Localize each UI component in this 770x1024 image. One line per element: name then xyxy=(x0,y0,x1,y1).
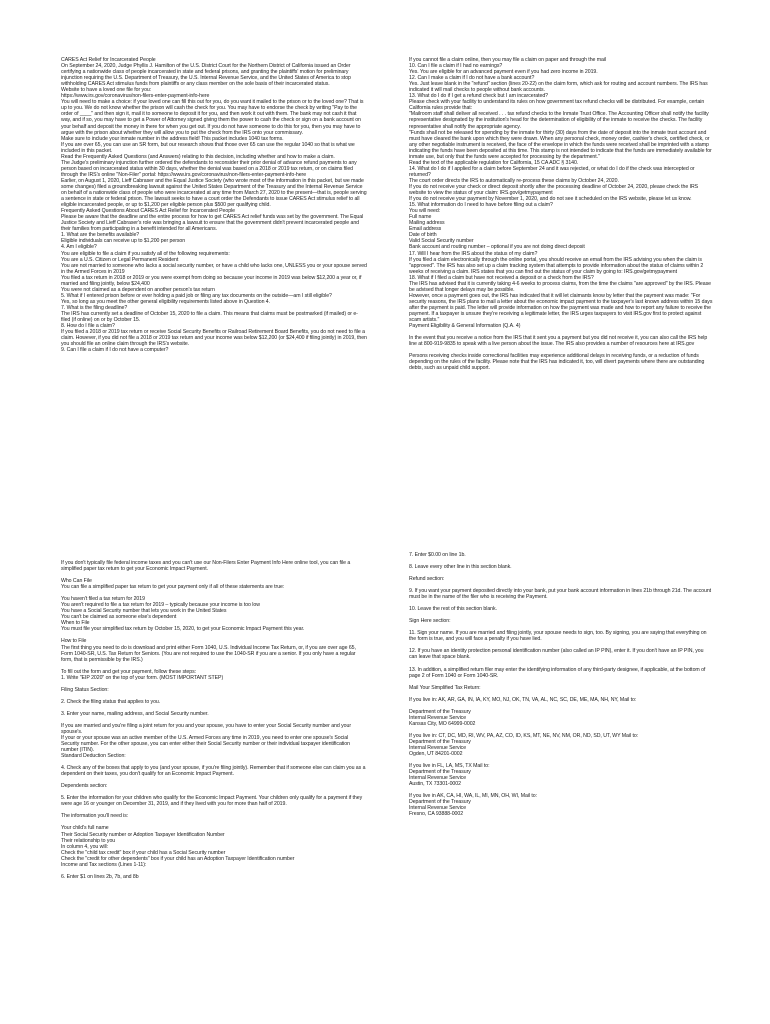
top-left-column xyxy=(61,57,367,369)
text-line: In the event that you receive a notice from the IRS that it sent you a payment but you did not receive it, you can also call the IRS help line at 800-919-9835 to speak with a live person about the issue. The IRS also provides a number of resources here at IRS.gov xyxy=(409,335,709,348)
text-line: 9. If you want your payment deposited directly into your bank, put your bank account information in lines 21b through 21d. The account must be in the name of the filer who is receiving the Payment. xyxy=(409,588,713,601)
text-line: Date of birth xyxy=(409,232,437,239)
text-line: 17. Will I hear from the IRS about the status of my claim? xyxy=(409,250,538,257)
text-line: You must file your simplified tax return by October 15, 2020, to get your Economic Impact Payment this year. xyxy=(61,626,305,633)
text-line: Standard Deduction Section: xyxy=(61,753,126,760)
text-line: Internal Revenue Service xyxy=(409,714,467,721)
text-line: The IRS has currently set a deadline of October 15, 2020 to file a claim. This means that claims must be postmarked (if mailed) or e-filed (if online) on or by October 15. xyxy=(61,310,358,324)
text-line: Eligible individuals can receive up to $1,200 per person xyxy=(61,238,186,245)
text-line: However, once a payment goes out, the IRS has indicated that it will let claimants know by letter that the payment was made: "For security reasons, the IRS plans to mail a letter about the economic impact payment to the taxpayer's last known address within 15 days after the payment is paid. The letter will provide information on how the payment was made and how to report any failure to receive the payment. If a taxpayer is unsure they're receiving a legitimate letter, the IRS urges taxpayers to visit IRS.gov first to protect against scam artists." xyxy=(409,292,714,324)
text-line: Internal Revenue Service xyxy=(409,744,467,751)
text-line: Check the "credit for other dependents" box if your child has an Adoption Taxpayer Identification number xyxy=(61,855,295,862)
top-right-column xyxy=(409,57,714,372)
text-line: You were not claimed as a dependent on another person's tax return xyxy=(61,286,215,293)
text-line: https://www.irs.gov/coronavirus/non-filers-enter-payment-info-here xyxy=(61,93,210,100)
text-line: Please check with your facility to understand its rules on how government tax refund checks will be distributed. For example, certain California rules provide that: xyxy=(409,99,706,112)
text-line: You are eligible to file a claim if you satisfy all of the following requirements: xyxy=(61,250,230,257)
text-line: Dependents section: xyxy=(61,783,108,790)
text-line: Yes. Just leave blank in the "refund" section (lines 20-22) on the claim form, which ask for routing and account numbers. The IRS has indicated it will mail checks to people without bank accounts. xyxy=(409,81,710,94)
text-line: 7. What is the filing deadline? xyxy=(61,304,128,311)
text-line: Department of the Treasury xyxy=(409,769,471,776)
text-line: Income and Tax sections (Lines 1-11): xyxy=(61,861,147,868)
text-line: Full name xyxy=(409,214,432,221)
text-line: Valid Social Security number xyxy=(409,238,474,245)
text-line: You will need to make a choice: if your loved one can fill this out for you, do you want it mailed to the prison or to the loved one? That is up to you. We do not know whether the prison will cash the check for you. You may have to endorse the check by writing "Pay to the order of ____" and then sign it, mail it to someone to deposit it for you, and then work it out with them. The bank may not cash it that way, and if so, you may have to get a Power of Attorney signed giving them the power to cash the check or sign on a bank account on your behalf and deposit the money in there for when you get out. If you do not have someone to do this for you, then you may have to argue with the prison about whether they will allow you to put the check from the IRS onto your commissary. xyxy=(61,99,365,136)
text-line: Email address xyxy=(409,226,442,233)
bottom-left-column xyxy=(61,560,367,950)
text-line: 13. In addition, a simplified return filer may enter the identifying information of any third-party designee, if applicable, at the bottom of page 2 of Form 1040 or Form 1040-SR. xyxy=(409,666,707,679)
text-line: Department of the Treasury xyxy=(409,738,471,745)
text-line: 2. Check the filing status that applies to you. xyxy=(61,698,161,705)
text-line: If you are over 65, you can use an SR form, but our research shows that those over 65 can use the regular 1040 so that is what we included in this packet. xyxy=(61,141,357,154)
text-line: Read the text of the applicable regulation for California, 15 CA ADC § 3140. xyxy=(409,159,579,166)
text-line: If you live in: CT, DC, MD, RI, WV, PA, AZ, CO, ID, KS, MT, NE, NV, NM, OR, ND, SD, UT, WY Mail to: xyxy=(409,732,639,739)
text-line: 3. Enter your name, mailing address, and Social Security number. xyxy=(61,710,209,717)
text-line: Your child's full name xyxy=(61,825,109,832)
text-line: 13. What do I do if I get a refund check but I am incarcerated? xyxy=(409,93,549,100)
text-line: Sign Here section: xyxy=(409,618,451,625)
text-line: You will need: xyxy=(409,208,441,215)
text-line: If you live in AK, CA, HI, WA, IL, MI, MN, OH, WI, Mail to: xyxy=(409,793,538,800)
text-line: If you do not receive your check or direct deposit shortly after the processing deadline of October 24, 2020, please check the IRS website to view the status of your claim: IRS.gov/getmypayment xyxy=(409,183,700,197)
text-line: Persons receiving checks inside correctional facilities may experience additional delays in receiving funds, or a reduction of funds depending on the rules of the facility. Please note that the IRS has indicated it, too, will divert payments where there are outstanding debts, such as unpaid child support. xyxy=(409,353,706,372)
text-line: "Funds shall not be released for spending by the inmate for thirty (30) days from the date of deposit into the inmate trust account and must have cleared the bank upon which they were drawn. When any personal check, money order, cashier's check, certified check, or any other negotiable instrument is received, the face of the envelope in which the funds were received shall be imprinted with a stamp indicating the funds have been deposited at this time. This stamp is not intended to indicate that the funds are immediately available for inmate use, but only that the funds were accepted for processing by the department." xyxy=(409,129,714,160)
text-line: 5. Enter the information for your children who qualify for the Economic Impact Payment. Your children only qualify for a payment if they were age 16 or younger on December 31, 2019, and if they lived with you for more than half of 2019. xyxy=(61,795,364,808)
text-line: Internal Revenue Service xyxy=(409,805,467,812)
text-line: On September 24, 2020, Judge Phyllis J. Hamilton of the U.S. District Court for the Northern District of California issued an Order certifying a nationwide class of people incarcerated in state and federal prisons, and granting the plaintiffs' motion for preliminary injunction requiring the U.S. Department of Treasury, the U.S. Internal Revenue Service, and the United States of America to stop withholding CARES Act stimulus funds from plaintiffs or any class member on the sole basis of their incarcerated status. xyxy=(61,63,353,88)
text-line: The information you'll need is: xyxy=(61,813,129,820)
text-line: If you live in FL, LA, MS, TX Mail to: xyxy=(409,763,490,770)
text-line: If you filed a claim electronically through the online portal, you should receive an email from the IRS advising you when the claim is "approved". The IRS has also set up a claim tracking system that attempts to provide information about the status of claims within 2 weeks of receiving a claim. IRS states that you can find out the status of your claim by going to: IRS.gov/getmypayment xyxy=(409,256,705,275)
text-line: You aren't required to file a tax return for 2019 – typically because your income is too low xyxy=(61,602,260,609)
text-line: You can file a simplified paper tax return to get your payment only if all of these statements are true: xyxy=(61,584,285,591)
text-line: Yes. You are eligible for an advanced payment even if you had zero income in 2019. xyxy=(409,69,598,76)
text-line: 1. What are the benefits available? xyxy=(61,232,140,239)
text-line: 10. Can I file a claim if I had no earnings? xyxy=(409,63,503,70)
text-line: If you are married and you're filing a joint return for you and your spouse, you have to enter your Social Security number and your spouse's. xyxy=(61,722,353,735)
text-line: 11. Sign your name. If you are married and filing jointly, your spouse needs to sign, too. By signing, you are saying that everything on the form is true, and you will face a penalty if you have lied. xyxy=(409,630,708,643)
text-line: CARES Act Relief for Incarcerated People xyxy=(61,57,156,63)
text-line: 5. What if I entered prison before or ever holding a paid job or filing any tax documents on the outside—am I still eligible? xyxy=(61,292,332,299)
text-line: The Judge's preliminary injunction further ordered the defendants to reconsider their prior denial of advance refund payments to any person based on incarcerated status within 30 days, whether the denial was based on a 2018 or 2019 tax return, or on claims filed through the IRS's online "Non-Filer" portal: https://www.irs.gov/coronavirus/non-filers-enter-payment-info-here xyxy=(61,159,359,178)
text-line: Fresno, CA 93888-0002 xyxy=(409,811,464,818)
text-line: If you filed a 2018 or 2019 tax return or receive Social Security Benefits or Railroad Retirement Board Benefits, you do not need to file a claim. However, if you did not file a 2018 or 2019 tax return and your income was below $12,200 (or $24,400 if filing jointly) in 2019, then you should file an online claim through the IRS's website. xyxy=(61,329,369,348)
text-line: Department of the Treasury xyxy=(409,708,471,715)
text-line: If you cannot file a claim online, then you may file a claim on paper and through the mail xyxy=(409,57,607,63)
text-line: 4. Check any of the boxes that apply to you (and your spouse, if you're filing jointly). Remember that if someone else can claim you as a dependent on their taxes, you don't qualify for an Economic Impact Payment. xyxy=(61,765,367,778)
text-line: You are not married to someone who lacks a social security number, or have a child who lacks one, UNLESS you or your spouse served in the Armed Forces in 2019 xyxy=(61,262,369,275)
text-line: 12. If you have an identity protection personal identification number (also called an IP PIN), enter it. If you don't have an IP PIN, you can leave that space blank. xyxy=(409,648,705,661)
text-line: You have a Social Security number that lets you work in the United States xyxy=(61,608,227,615)
text-line: 7. Enter $0.00 on line 1b. xyxy=(409,552,466,558)
bottom-right-column xyxy=(409,552,713,868)
text-line: You can't be claimed as someone else's dependent xyxy=(61,614,177,621)
text-line: If you do not receive your payment by November 1, 2020, and do not see it scheduled on the IRS website, please let us know. xyxy=(409,196,692,203)
text-line: You haven't filed a tax return for 2019 xyxy=(61,596,145,603)
text-line: Kansas City, MO 64999-0002 xyxy=(409,720,476,727)
text-line: The court order directs the IRS to automatically re-process these claims by October 24, 2020. xyxy=(409,177,619,184)
text-line: Department of the Treasury xyxy=(409,799,471,806)
text-line: 10. Leave the rest of this section blank. xyxy=(409,606,497,613)
text-line: 14. What do I do if I applied for a claim before September 24 and it was rejected, or what do I do if the check was intercepted or returned? xyxy=(409,165,697,178)
text-line: Internal Revenue Service xyxy=(409,775,467,782)
text-line: Website to have a loved one file for you: xyxy=(61,87,152,94)
text-line: 8. Leave every other line in this section blank. xyxy=(409,564,512,571)
text-line: 8. How do I file a claim? xyxy=(61,323,115,330)
text-line: Filing Status Section: xyxy=(61,686,109,693)
text-line: Their relationship to you xyxy=(61,837,116,844)
text-line: 18. What if I filed a claim but have not received a deposit or a check from the IRS? xyxy=(409,274,594,281)
text-line: To fill out the form and get your payment, follow these steps: xyxy=(61,668,197,675)
text-line: If you live in: AK, AR, GA, IN, IA, KY, MO, NJ, OK, TN, VA, AL, NC, SC, DE, ME, MA, NH, NY, Mail to: xyxy=(409,696,637,703)
text-line: Refund section: xyxy=(409,576,445,583)
text-line: Bank account and routing number – optional if you are not doing direct deposit xyxy=(409,244,585,251)
text-line: Mailing address xyxy=(409,220,445,227)
text-line: Make sure to include your inmate number in the address field! This packet includes 1040 tax forms. xyxy=(61,135,284,142)
text-line: When to File xyxy=(61,620,90,627)
text-line: 9. Can I file a claim if I do not have a computer? xyxy=(61,347,169,354)
text-line: How to File xyxy=(61,638,87,645)
text-line: Their Social Security number or Adoption Taxpayer Identification Number xyxy=(61,831,225,838)
text-line: Earlier, on August 1, 2020, Lieff Cabraser and the Equal Justice Society (who wrote most of the information in this packet, but we made some changes) filed a groundbreaking lawsuit against the United States Department of the Treasury and the Internal Revenue Service on behalf of a nationwide class of people who were incarcerated at any time from March 27, 2020 to the present—that is, people serving a sentence in state or federal prison. The lawsuit seeks to have a court order the Defendants to issue CARES Act stimulus relief to all eligible incarcerated people, or up to $1,200 per eligible person plus $500 per qualifying child. xyxy=(61,177,369,209)
text-line: Ogden, UT 84201-0002 xyxy=(409,750,463,757)
text-line: 1. Write "EIP 2020" on the top of your form. (MOST IMPORTANT STEP) xyxy=(61,674,224,681)
text-line: You are a U.S. Citizen or Legal Permanent Resident xyxy=(61,256,179,263)
text-line: The first thing you need to do is download and print either Form 1040, U.S. Individual Income Tax Return, or, if you are over age 65, Form 1040-SR, U.S. Tax Return for Seniors. (You are not required to use the 1040-SR if you are a senior. If you only have a regular form, that is permissible by the IRS.) xyxy=(61,644,358,663)
text-line: The IRS has advised that it is currently taking 4-6 weeks to process claims, from the time the claims "are approved" by the IRS. Please be advised that longer delays may be possible. xyxy=(409,280,713,293)
text-line: Payment Eligibility & General Information (Q.A. 4) xyxy=(409,323,521,330)
text-line: Yes, so long as you meet the other general eligibility requirements listed above in Question 4. xyxy=(61,298,271,305)
text-line: "Mailroom staff shall deliver all received . . . tax refund checks to the Inmate Trust Office. The Accounting Officer shall notify the facility representative designated by the institution's head for the determination of eligibility of the inmate to receive the checks. The facility representative shall notify the appropriate agency. xyxy=(409,111,711,130)
text-line: Check the "child tax credit" box if your child has a Social Security number xyxy=(61,849,226,856)
text-line: 4. Am I eligible? xyxy=(61,244,97,251)
text-line: Who Can File xyxy=(61,578,92,585)
text-line: If your or your spouse was an active member of the U.S. Armed Forces any time in 2019, you need to enter one spouse's Social Security number. For the other spouse, you can enter either their Social Security number or their individual taxpayer identification number (ITIN). xyxy=(61,734,352,754)
text-line: 12. Can I make a claim if I do not have a bank account? xyxy=(409,75,535,82)
text-line: Please be aware that the deadline and the entire process for how to get CARES Act relief funds was set by the government. The Equal Justice Society and Lieff Cabraser's role was bringing a lawsuit to ensure that the government didn't prevent incarcerated people and their families from participating in a benefit intended for all Americans. xyxy=(61,214,365,233)
text-line: 15. What information do I need to have before filing out a claim? xyxy=(409,202,553,209)
text-line: In column 4, you will: xyxy=(61,843,109,850)
text-line: 6. Enter $1 on lines 2b, 7b, and 8b xyxy=(61,873,139,880)
text-line: Austin, TX 73301-0002 xyxy=(409,781,461,788)
text-line: Read the Frequently Asked Questions (and Answers) relating to this decision, including whether and how to make a claim. xyxy=(61,153,335,160)
text-line: Frequently Asked Questions About CARES Act Relief for Incarcerated People xyxy=(61,208,235,215)
text-line: You filed a tax return in 2018 or 2019 or you were exempt from doing so because your income in 2019 was below $12,200 a year or, if married and filing jointly, below $24,400 xyxy=(61,274,363,287)
text-line: If you don't typically file federal income taxes and you can't use our Non-Filers Enter Payment Info Here online tool, you can file a simplified paper tax return to get your Economic Impact Payment. xyxy=(61,560,352,573)
text-line: Mail Your Simplified Tax Return: xyxy=(409,684,481,691)
